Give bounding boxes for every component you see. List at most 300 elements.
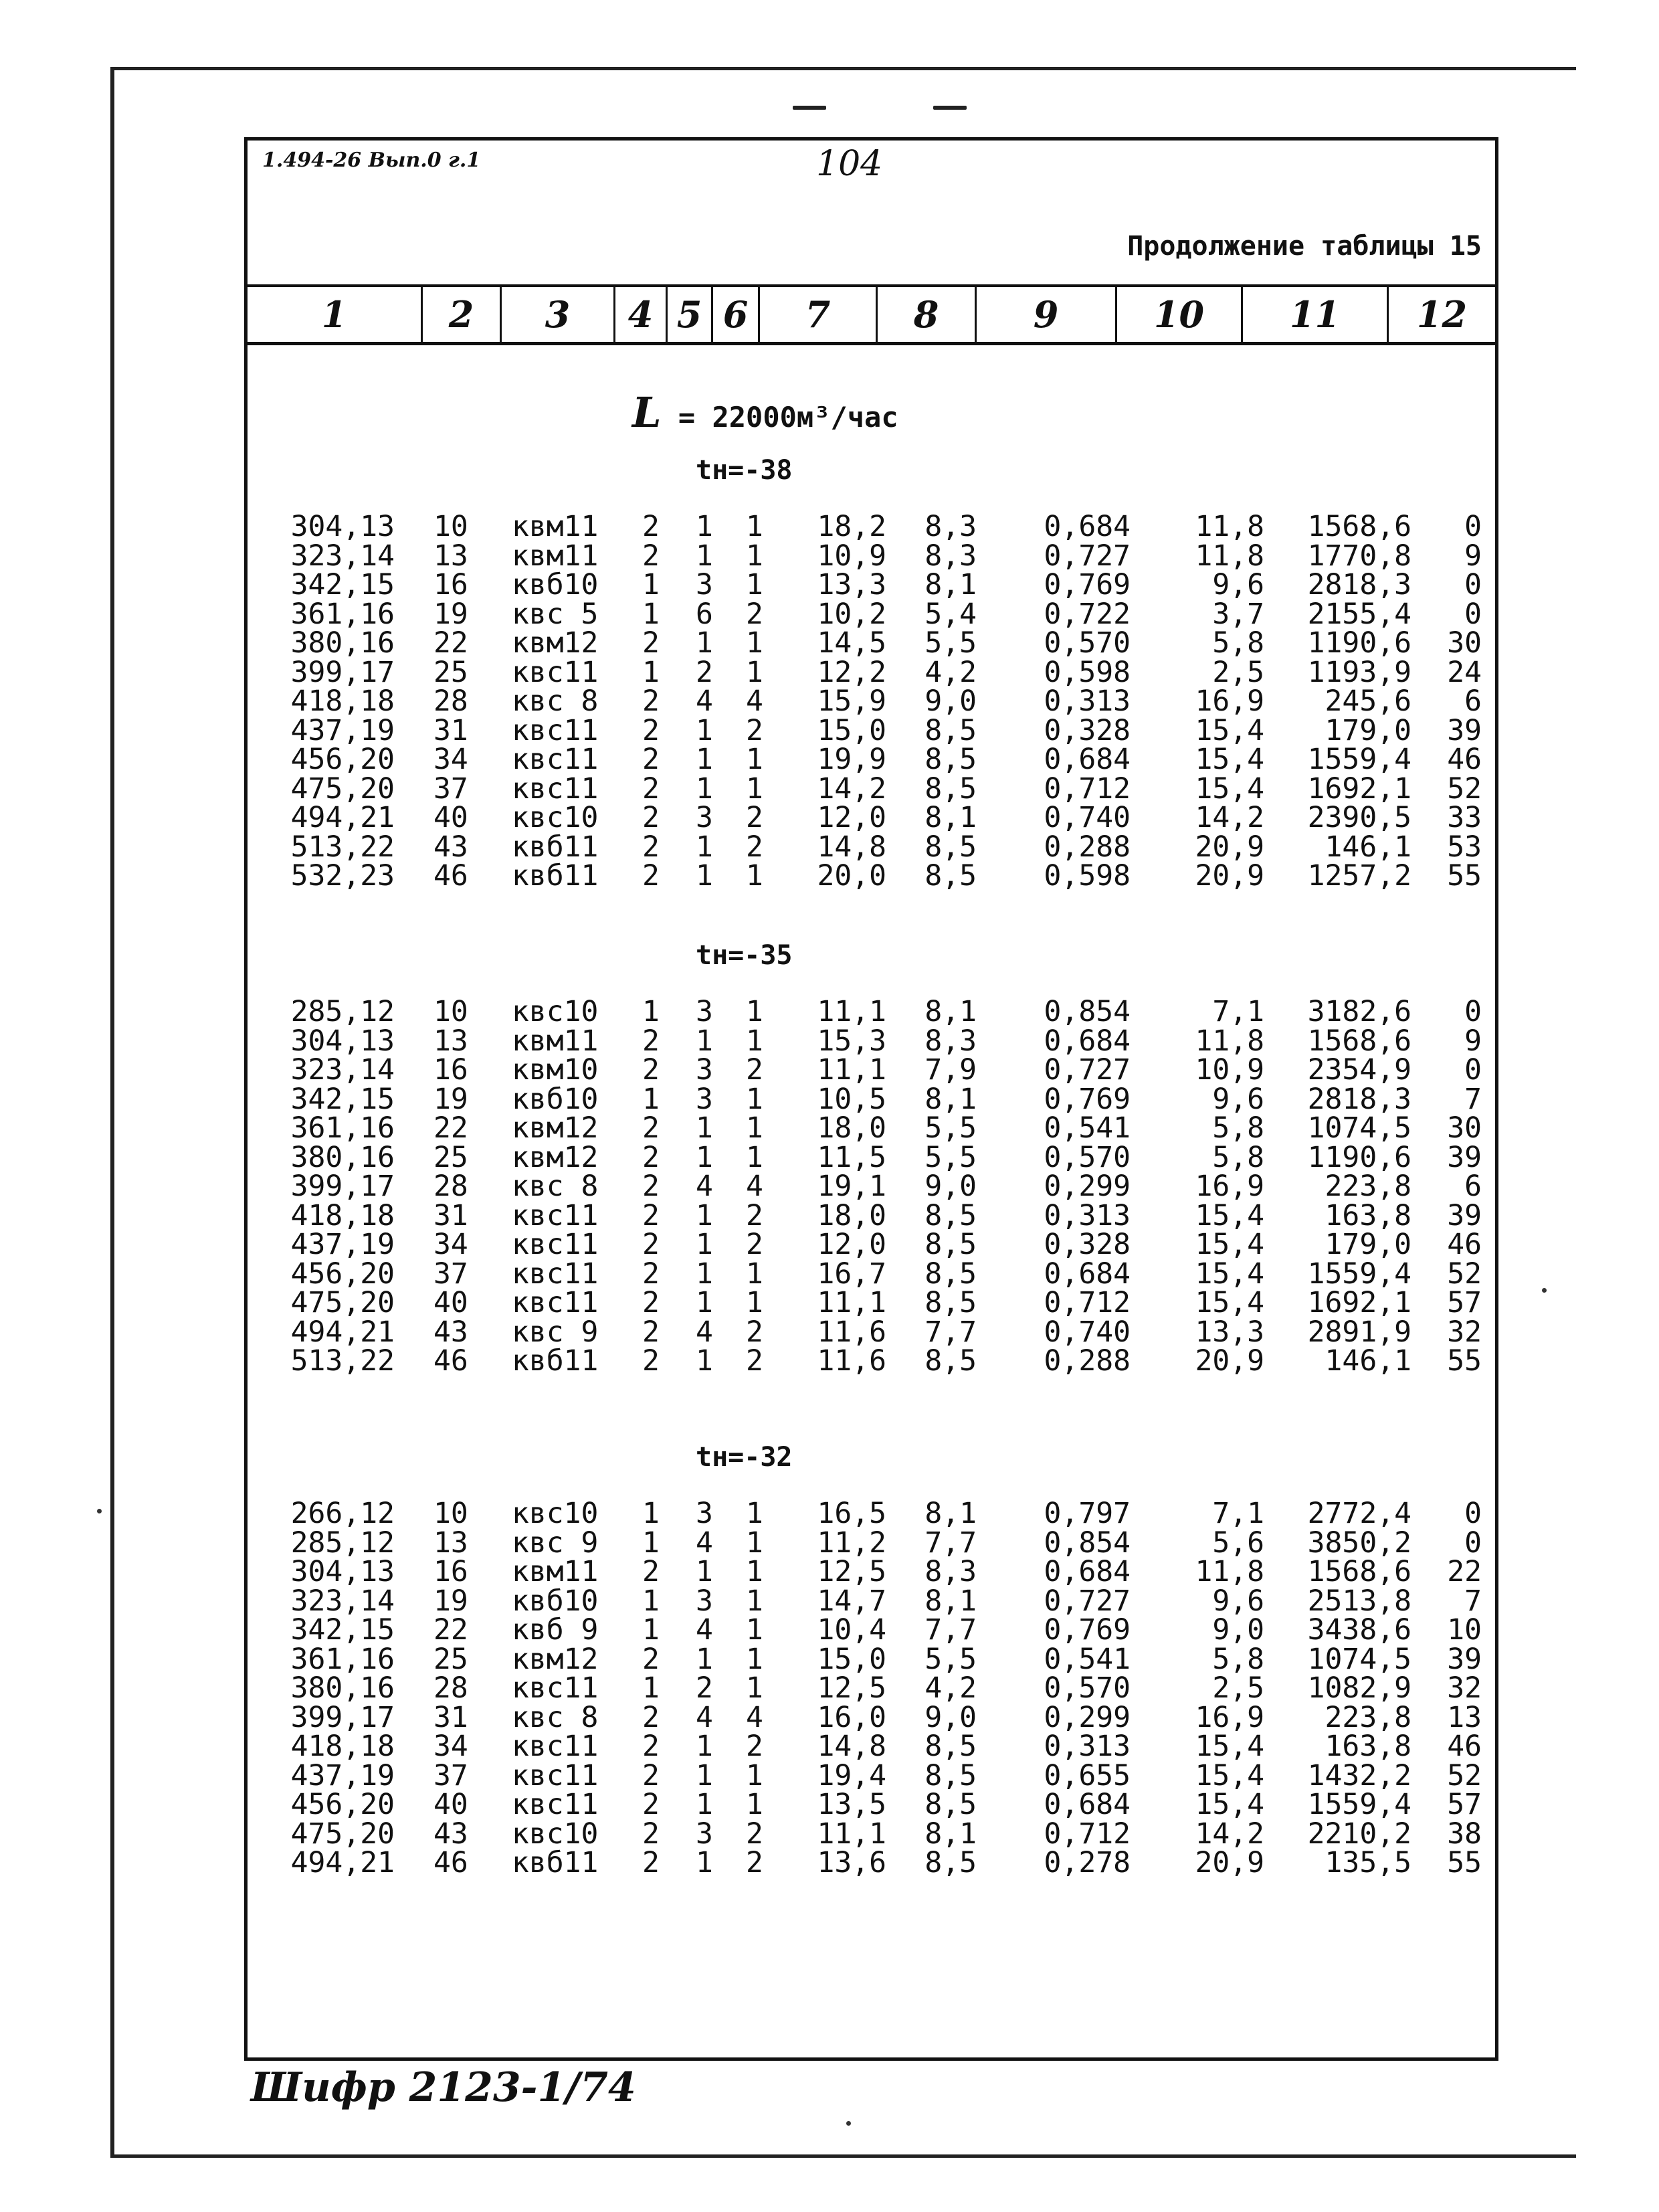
table-cell-col7: 11,6 [817,1315,886,1349]
table-cell-col5: 1 [696,1344,713,1378]
table-cell-col4: 1 [642,1082,660,1116]
table-cell-col11: 1074,5 [1307,1642,1411,1676]
table-cell-col4: 2 [642,1111,660,1145]
table-cell-col11: 179,0 [1325,713,1411,747]
table-cell-col1: 285,12 [290,995,395,1028]
table-cell-col5: 1 [696,1788,713,1821]
table-cell-col7: 19,1 [817,1170,886,1203]
table-cell-col6: 2 [746,1315,763,1349]
table-cell-col2: 10 [433,1497,468,1530]
table-cell-col12: 39 [1447,1198,1482,1232]
table-cell-col8: 8,5 [924,1257,977,1291]
table-cell-col9: 0,288 [1044,1344,1131,1378]
table-cell-col1: 361,16 [290,597,395,631]
table-cell-col6: 1 [746,1642,763,1676]
table-cell-col7: 10,9 [817,539,886,573]
table-cell-col1: 475,20 [290,1286,395,1319]
table-cell-col7: 11,5 [817,1140,886,1174]
table-cell-col11: 1692,1 [1307,771,1411,806]
table-cell-col1: 494,21 [290,801,395,834]
table-cell-col4: 2 [642,684,660,718]
table-cell-col6: 1 [746,1526,763,1560]
table-cell-col10: 11,8 [1195,510,1264,543]
table-cell-col9: 0,769 [1044,1613,1131,1647]
table-cell-col7: 20,0 [817,859,886,893]
table-cell-col4: 2 [642,1642,660,1676]
table-continuation-title: Продолжение таблицы 15 [1127,231,1482,262]
table-cell-col1: 437,19 [290,1228,395,1261]
table-cell-col11: 1190,6 [1307,626,1411,660]
table-cell-col2: 22 [433,1613,468,1647]
table-cell-col10: 2,5 [1212,1671,1264,1705]
table-cell-col10: 20,9 [1195,830,1264,864]
table-cell-col7: 15,3 [817,1024,886,1058]
table-cell-col9: 0,313 [1044,1730,1131,1763]
table-cell-col5: 3 [696,995,713,1028]
table-cell-col6: 1 [746,1140,763,1174]
table-cell-col1: 494,21 [290,1846,395,1879]
table-cell-col11: 1770,8 [1307,539,1411,573]
table-cell-col9: 0,541 [1044,1111,1131,1145]
table-cell-col5: 6 [696,597,713,631]
table-cell-col10: 3,7 [1212,597,1264,631]
table-cell-col2: 19 [433,1584,468,1618]
table-cell-col10: 13,3 [1195,1315,1264,1349]
table-cell-col2: 13 [433,1526,468,1560]
table-cell-col2: 46 [433,859,468,893]
table-cell-col6: 2 [746,597,763,631]
table-cell-col7: 15,9 [817,684,886,718]
table-cell-col9: 0,769 [1044,568,1131,602]
table-cell-col8: 8,5 [924,1758,977,1792]
table-cell-col12: 0 [1464,1053,1482,1087]
table-cell-col8: 8,5 [924,713,977,747]
table-cell-col4: 1 [642,1497,660,1530]
table-cell-col12: 0 [1464,995,1482,1028]
table-cell-col8: 5,5 [924,1642,977,1676]
table-cell-col3: квб10 [512,1082,599,1116]
table-cell-col3: квс10 [512,995,599,1028]
table-cell-col6: 2 [746,1846,763,1879]
flow-symbol: L [632,388,662,437]
table-cell-col12: 0 [1464,1526,1482,1560]
column-header-8: 8 [878,287,977,342]
scan-artifact [97,1509,102,1513]
table-cell-col8: 8,1 [924,1584,977,1618]
table-cell-col9: 0,722 [1044,597,1131,631]
table-cell-col6: 1 [746,1082,763,1116]
table-cell-col4: 2 [642,1344,660,1378]
table-cell-col6: 2 [746,1053,763,1087]
table-cell-col10: 15,4 [1195,1228,1264,1261]
table-cell-col4: 2 [642,1758,660,1792]
table-cell-col10: 15,4 [1195,1257,1264,1291]
table-cell-col7: 14,8 [817,1730,886,1763]
table-cell-col11: 2818,3 [1307,568,1411,602]
table-cell-col5: 4 [696,1170,713,1203]
table-cell-col9: 0,570 [1044,1140,1131,1174]
table-cell-col10: 5,6 [1212,1526,1264,1560]
table-cell-col12: 52 [1447,1758,1482,1792]
table-cell-col5: 2 [696,1671,713,1705]
table-cell-col1: 342,15 [290,1082,395,1116]
table-cell-col2: 19 [433,597,468,631]
column-header-9: 9 [977,287,1117,342]
table-cell-col3: квс11 [512,743,599,776]
table-cell-col6: 2 [746,1228,763,1261]
table-cell-col9: 0,328 [1044,713,1131,747]
table-cell-col6: 2 [746,801,763,834]
table-cell-col9: 0,712 [1044,771,1131,806]
table-cell-col2: 31 [433,1700,468,1734]
table-cell-col3: квс10 [512,801,599,834]
table-cell-col10: 16,9 [1195,684,1264,718]
table-cell-col9: 0,299 [1044,1700,1131,1734]
table-cell-col11: 1257,2 [1307,859,1411,893]
table-cell-col9: 0,570 [1044,626,1131,660]
table-cell-col7: 16,5 [817,1497,886,1530]
table-cell-col7: 15,0 [817,713,886,747]
table-cell-col11: 163,8 [1325,1730,1411,1763]
table-cell-col7: 16,7 [817,1257,886,1291]
table-cell-col4: 2 [642,1024,660,1058]
table-cell-col1: 342,15 [290,1613,395,1647]
table-cell-col7: 18,0 [817,1111,886,1145]
table-cell-col3: квб11 [512,830,599,864]
column-header-6: 6 [713,287,760,342]
table-cell-col8: 8,3 [924,539,977,573]
table-cell-col10: 9,6 [1212,1584,1264,1618]
table-cell-col9: 0,727 [1044,539,1131,573]
table-cell-col9: 0,313 [1044,1198,1131,1232]
table-cell-col8: 8,5 [924,859,977,893]
document-cipher: 1.494-26 Вып.0 г.1 [262,149,481,172]
table-cell-col1: 323,14 [290,539,395,573]
column-header-11: 11 [1243,287,1389,342]
table-cell-col12: 9 [1464,1024,1482,1058]
table-cell-col3: квм12 [512,1140,599,1174]
table-cell-col9: 0,278 [1044,1846,1131,1879]
table-cell-col2: 46 [433,1344,468,1378]
table-cell-col7: 10,4 [817,1613,886,1647]
table-cell-col11: 2210,2 [1307,1817,1411,1851]
table-cell-col10: 16,9 [1195,1170,1264,1203]
table-cell-col4: 2 [642,1053,660,1087]
table-cell-col5: 1 [696,510,713,543]
table-cell-col11: 135,5 [1325,1846,1411,1879]
table-cell-col8: 8,3 [924,1555,977,1588]
table-cell-col6: 1 [746,510,763,543]
table-cell-col7: 13,5 [817,1788,886,1821]
table-cell-col7: 11,6 [817,1344,886,1378]
table-cell-col12: 7 [1464,1082,1482,1116]
table-cell-col11: 1568,6 [1307,1024,1411,1058]
table-cell-col4: 2 [642,1257,660,1291]
table-cell-col2: 34 [433,1730,468,1763]
table-cell-col3: квс11 [512,1788,599,1821]
table-cell-col1: 475,20 [290,771,395,806]
table-cell-col12: 6 [1464,684,1482,718]
temperature-section-title: tн=-35 [696,940,793,971]
table-cell-col11: 2390,5 [1307,801,1411,834]
table-cell-col2: 31 [433,1198,468,1232]
table-cell-col6: 1 [746,1257,763,1291]
table-cell-col3: квс11 [512,1228,599,1261]
table-cell-col9: 0,712 [1044,1817,1131,1851]
table-cell-col6: 1 [746,655,763,689]
table-cell-col9: 0,655 [1044,1758,1131,1792]
table-cell-col6: 1 [746,1286,763,1319]
table-cell-col9: 0,684 [1044,510,1131,543]
table-cell-col6: 1 [746,568,763,602]
table-cell-col8: 5,4 [924,597,977,631]
table-cell-col7: 13,3 [817,568,886,602]
table-cell-col12: 32 [1447,1315,1482,1349]
table-cell-col6: 2 [746,1344,763,1378]
table-cell-col10: 5,8 [1212,1111,1264,1145]
table-cell-col9: 0,740 [1044,1315,1131,1349]
table-cell-col3: квс11 [512,1730,599,1763]
column-header-row [248,284,1495,345]
table-cell-col2: 34 [433,1228,468,1261]
table-cell-col3: квс 5 [512,597,599,631]
table-cell-col8: 8,5 [924,743,977,776]
table-cell-col6: 1 [746,1111,763,1145]
table-cell-col7: 12,2 [817,655,886,689]
flow-rate-label [632,388,898,437]
table-cell-col2: 28 [433,1671,468,1705]
table-cell-col4: 2 [642,1140,660,1174]
table-cell-col8: 7,7 [924,1526,977,1560]
table-cell-col5: 1 [696,830,713,864]
table-cell-col12: 13 [1447,1700,1482,1734]
table-cell-col12: 46 [1447,1228,1482,1261]
table-cell-col5: 1 [696,1286,713,1319]
table-cell-col6: 1 [746,539,763,573]
table-cell-col10: 5,8 [1212,1642,1264,1676]
table-cell-col1: 475,20 [290,1817,395,1851]
table-cell-col3: квб11 [512,1344,599,1378]
table-cell-col12: 0 [1464,1497,1482,1530]
table-cell-col10: 2,5 [1212,655,1264,689]
table-cell-col6: 1 [746,1497,763,1530]
table-cell-col7: 19,4 [817,1758,886,1792]
table-cell-col11: 1559,4 [1307,1788,1411,1821]
table-cell-col9: 0,769 [1044,1082,1131,1116]
table-cell-col8: 8,1 [924,801,977,834]
table-cell-col9: 0,541 [1044,1642,1131,1676]
table-cell-col10: 14,2 [1195,1817,1264,1851]
table-cell-col1: 399,17 [290,1700,395,1734]
table-cell-col4: 2 [642,830,660,864]
table-cell-col11: 223,8 [1325,1700,1411,1734]
table-cell-col8: 8,3 [924,510,977,543]
table-cell-col10: 11,8 [1195,539,1264,573]
table-cell-col8: 8,5 [924,1344,977,1378]
table-cell-col1: 361,16 [290,1642,395,1676]
column-header-10: 10 [1117,287,1243,342]
table-cell-col2: 43 [433,1817,468,1851]
table-cell-col12: 30 [1447,626,1482,660]
table-cell-col1: 266,12 [290,1497,395,1530]
table-cell-col6: 1 [746,1024,763,1058]
table-cell-col12: 53 [1447,830,1482,864]
table-cell-col8: 8,5 [924,1228,977,1261]
table-cell-col5: 1 [696,859,713,893]
table-cell-col6: 1 [746,771,763,806]
table-cell-col3: квс11 [512,1198,599,1232]
table-cell-col5: 1 [696,713,713,747]
table-cell-col8: 7,7 [924,1315,977,1349]
table-cell-col10: 7,1 [1212,1497,1264,1530]
table-cell-col9: 0,854 [1044,995,1131,1028]
table-cell-col11: 1559,4 [1307,1257,1411,1291]
table-cell-col3: квб11 [512,1846,599,1879]
table-cell-col8: 8,5 [924,1730,977,1763]
table-cell-col7: 11,2 [817,1526,886,1560]
table-cell-col5: 1 [696,1257,713,1291]
table-cell-col2: 19 [433,1082,468,1116]
table-cell-col7: 10,2 [817,597,886,631]
table-cell-col5: 1 [696,1758,713,1792]
table-cell-col9: 0,854 [1044,1526,1131,1560]
table-cell-col6: 1 [746,1584,763,1618]
table-cell-col4: 2 [642,1315,660,1349]
table-cell-col7: 12,0 [817,801,886,834]
table-cell-col12: 32 [1447,1671,1482,1705]
table-cell-col3: квб 9 [512,1613,599,1647]
table-cell-col2: 25 [433,1140,468,1174]
table-cell-col10: 9,0 [1212,1613,1264,1647]
column-header-3: 3 [502,287,615,342]
table-cell-col8: 8,5 [924,830,977,864]
table-cell-col3: квс11 [512,655,599,689]
table-cell-col4: 2 [642,626,660,660]
table-cell-col11: 2354,9 [1307,1053,1411,1087]
table-cell-col1: 532,23 [290,859,395,893]
table-cell-col8: 9,0 [924,684,977,718]
table-cell-col5: 3 [696,568,713,602]
scan-artifact [1542,1288,1547,1293]
table-cell-col12: 0 [1464,597,1482,631]
table-cell-col8: 4,2 [924,1671,977,1705]
table-cell-col4: 2 [642,1170,660,1203]
table-cell-col4: 2 [642,1286,660,1319]
table-cell-col6: 2 [746,830,763,864]
table-cell-col5: 3 [696,1817,713,1851]
flow-value: = 22000м³/час [678,401,898,434]
table-cell-col7: 12,0 [817,1228,886,1261]
table-cell-col3: квс11 [512,1671,599,1705]
table-cell-col9: 0,684 [1044,1257,1131,1291]
table-cell-col8: 4,2 [924,655,977,689]
table-cell-col4: 1 [642,1613,660,1647]
table-cell-col12: 6 [1464,1170,1482,1203]
table-cell-col11: 1568,6 [1307,510,1411,543]
table-cell-col9: 0,313 [1044,684,1131,718]
table-cell-col4: 1 [642,655,660,689]
table-cell-col10: 16,9 [1195,1700,1264,1734]
table-cell-col12: 57 [1447,1286,1482,1319]
table-cell-col12: 24 [1447,655,1482,689]
table-cell-col8: 9,0 [924,1700,977,1734]
table-cell-col1: 456,20 [290,743,395,776]
table-cell-col1: 494,21 [290,1315,395,1349]
table-cell-col2: 13 [433,1024,468,1058]
table-cell-col2: 25 [433,655,468,689]
table-cell-col1: 418,18 [290,684,395,718]
table-cell-col3: квс10 [512,1497,599,1530]
table-cell-col11: 146,1 [1325,830,1411,864]
table-cell-col10: 15,4 [1195,1758,1264,1792]
table-cell-col4: 2 [642,539,660,573]
table-cell-col3: квб10 [512,1584,599,1618]
table-cell-col7: 16,0 [817,1700,886,1734]
table-cell-col2: 16 [433,1555,468,1588]
table-cell-col3: квм11 [512,1024,599,1058]
table-cell-col4: 1 [642,995,660,1028]
page-number: 104 [816,144,883,184]
table-cell-col3: квм12 [512,626,599,660]
column-header-5: 5 [668,287,713,342]
table-cell-col8: 8,3 [924,1024,977,1058]
table-cell-col3: квс10 [512,1817,599,1851]
table-cell-col4: 2 [642,1730,660,1763]
table-cell-col6: 2 [746,1730,763,1763]
column-header-12: 12 [1416,293,1468,336]
table-cell-col5: 3 [696,1053,713,1087]
table-cell-col12: 39 [1447,713,1482,747]
table-cell-col11: 179,0 [1325,1228,1411,1261]
table-cell-col2: 37 [433,1257,468,1291]
table-cell-col4: 1 [642,1526,660,1560]
table-cell-col11: 2818,3 [1307,1082,1411,1116]
temperature-section-title: tн=-32 [696,1442,793,1473]
scan-artifact [793,106,826,110]
table-cell-col1: 285,12 [290,1526,395,1560]
table-cell-col4: 2 [642,1198,660,1232]
table-cell-col7: 15,0 [817,1642,886,1676]
table-cell-col10: 14,2 [1195,801,1264,834]
table-cell-col3: квс11 [512,1257,599,1291]
table-cell-col9: 0,727 [1044,1584,1131,1618]
table-cell-col8: 8,5 [924,771,977,806]
table-cell-col3: квс 8 [512,1700,599,1734]
table-cell-col2: 10 [433,510,468,543]
table-cell-col9: 0,684 [1044,1788,1131,1821]
table-cell-col10: 5,8 [1212,1140,1264,1174]
table-cell-col6: 1 [746,743,763,776]
table-cell-col10: 20,9 [1195,1846,1264,1879]
table-cell-col6: 1 [746,1555,763,1588]
footer-cipher: Шифр 2123-1/74 [251,2064,636,2111]
table-cell-col6: 1 [746,626,763,660]
table-cell-col9: 0,570 [1044,1671,1131,1705]
table-cell-col8: 5,5 [924,1140,977,1174]
table-cell-col4: 1 [642,1671,660,1705]
table-cell-col9: 0,598 [1044,655,1131,689]
table-cell-col8: 7,9 [924,1053,977,1087]
table-cell-col9: 0,288 [1044,830,1131,864]
table-cell-col12: 0 [1464,568,1482,602]
table-cell-col11: 1082,9 [1307,1671,1411,1705]
table-cell-col2: 22 [433,626,468,660]
table-cell-col3: квс11 [512,1286,599,1319]
table-cell-col4: 2 [642,1228,660,1261]
table-cell-col9: 0,727 [1044,1053,1131,1087]
table-cell-col5: 1 [696,1730,713,1763]
table-cell-col2: 40 [433,1286,468,1319]
